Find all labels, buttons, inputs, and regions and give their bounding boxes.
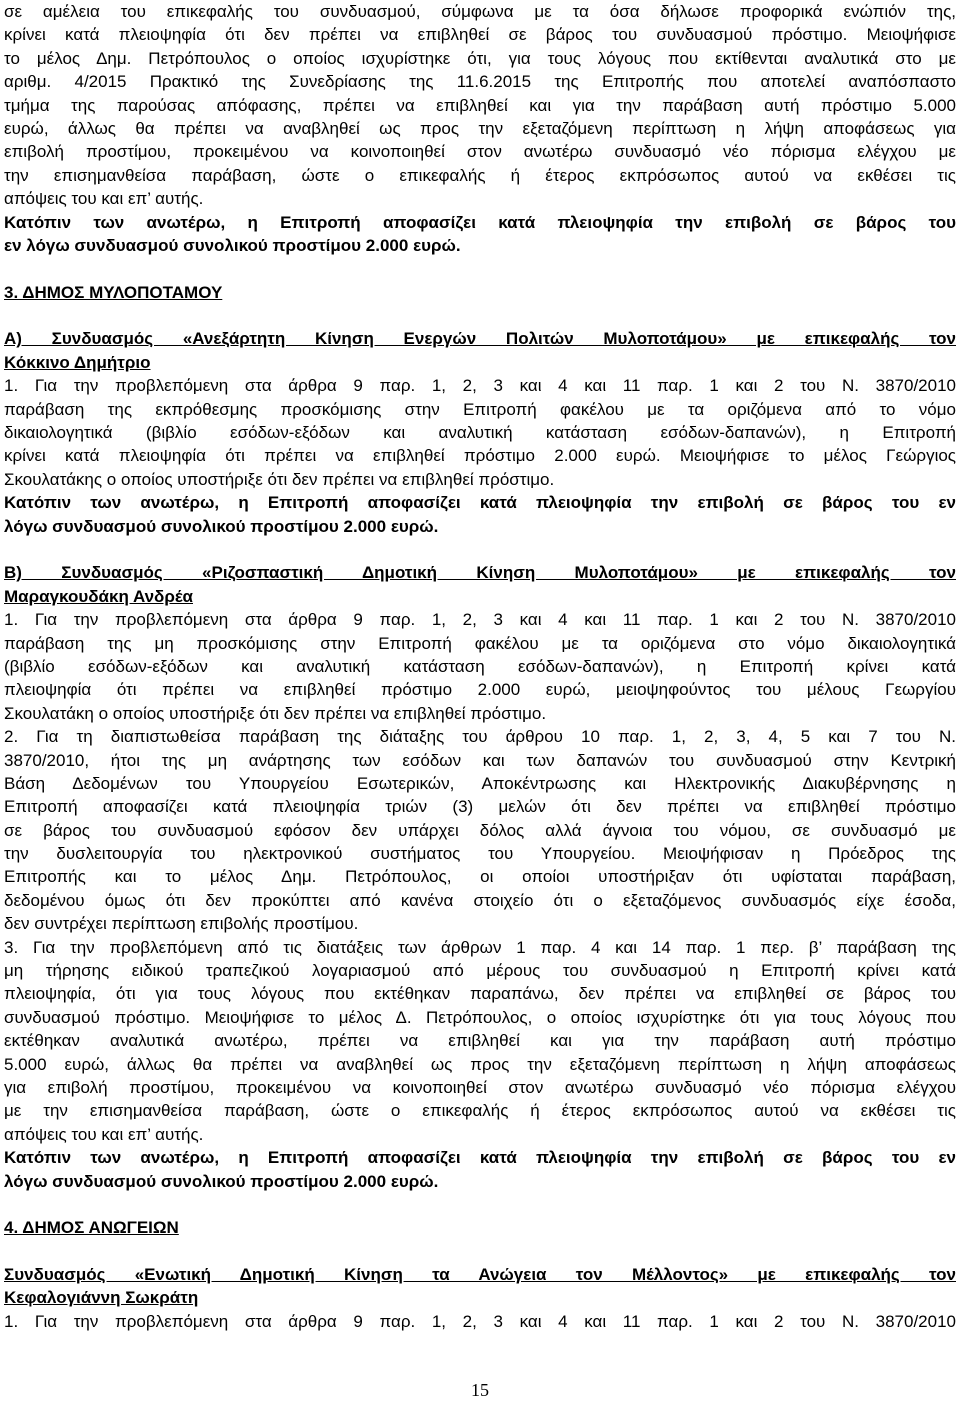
section-heading-mylopotamos: 3. ΔΗΜΟΣ ΜΥΛΟΠΟΤΑΜΟΥ (4, 282, 223, 302)
text-line: με την επισημανθείσα παράβαση, ώστε ο επικεφαλής ή έτερος εκπρόσωπος αυτού να εκθέσει τις (4, 1101, 956, 1121)
text-line: κρίνει κατά πλειοψηφία ότι πρέπει να επιβληθεί πρόστιμο 2.000 ευρώ. Μειοψήφισε το μέλος Γεώργιος (4, 446, 956, 466)
text-line: κρίνει κατά πλειοψηφία ότι δεν πρέπει να επιβληθεί σε βάρος του συνδυασμού πρόστιμο. Μειοψήφισε (4, 25, 956, 45)
text-line: (βιβλίο εσόδων-εξόδων και αναλυτική κατάσταση εσόδων-δαπανών), η Επιτροπή κρίνει κατά (4, 656, 956, 676)
text-line: ευρώ, άλλως θα πρέπει να αναβληθεί ως προς την εξεταζόμενη περίπτωση η λήψη αποφάσεως για (4, 118, 956, 138)
text-line: Σκουλατάκης ο οποίος υποστήριξε ότι δεν πρέπει να επιβληθεί πρόστιμο. (4, 469, 555, 489)
text-line: πλειοψηφία ότι πρέπει να επιβληθεί πρόστιμο 2.000 ευρώ, μειοψηφούντος του μέλους Γεωργίου (4, 680, 956, 700)
decision-line: Κατόπιν των ανωτέρω, η Επιτροπή αποφασίζει κατά πλειοψηφία την επιβολή σε βάρος του εν (4, 1148, 956, 1168)
section-heading-anogeia: 4. ΔΗΜΟΣ ΑΝΩΓΕΙΩΝ (4, 1218, 179, 1238)
section4-body (4, 1310, 956, 1333)
text-line: μη τήρησης ειδικού τραπεζικού λογαριασμού από μέρους του συνδυασμού η Επιτροπή κρίνει κατά (4, 961, 956, 981)
intro-decision (4, 211, 956, 258)
subsection-b-title (4, 561, 956, 608)
text-line: απόψεις του και επ’ αυτής. (4, 189, 204, 209)
text-line: δεδομένου όμως ότι δεν προκύπτει από κανένα στοιχείο ότι ο εξεταζόμενος συνδυασμός είχε έσοδα, (4, 890, 956, 910)
decision-line: εν λόγω συνδυασμού συνολικού προστίμου 2.000 ευρώ. (4, 235, 461, 255)
subsection-a-decision (4, 491, 956, 538)
text-line: πλειοψηφία, ότι για τους λόγους που εκτέθηκαν παραπάνω, δεν πρέπει να επιβληθεί σε βάρος του (4, 984, 956, 1004)
decision-line: λόγω συνδυασμού συνολικού προστίμου 2.000 ευρώ. (4, 516, 439, 536)
decision-line: λόγω συνδυασμού συνολικού προστίμου 2.000 ευρώ. (4, 1171, 439, 1191)
text-line: δικαιολογητικά (βιβλίο εσόδων-εξόδων και αναλυτική κατάσταση εσόδων-δαπανών), η Επιτροπή (4, 423, 956, 443)
subsection-title-line: Κόκκινο Δημήτριο (4, 352, 151, 372)
text-line: Σκουλατάκη ο οποίος υποστήριξε ότι δεν πρέπει να επιβληθεί πρόστιμο. (4, 703, 547, 723)
text-line: 1. Για την προβλεπόμενη στα άρθρα 9 παρ. 1, 2, 3 και 4 και 11 παρ. 1 και 2 του Ν. 3870/2010 (4, 376, 956, 396)
page-number: 15 (471, 1380, 489, 1400)
document-page (4, 0, 956, 1333)
decision-line: Κατόπιν των ανωτέρω, η Επιτροπή αποφασίζει κατά πλειοψηφία την επιβολή σε βάρος του (4, 212, 956, 232)
subsection-title-line: Β) Συνδυασμός «Ριζοσπαστική Δημοτική Κίνηση Μυλοποτάμου» με επικεφαλής τον (4, 563, 956, 583)
text-line: την δυσλειτουργία του ηλεκτρονικού συστήματος του Υπουργείου. Μειοψήφισαν η Πρόεδρος της (4, 844, 956, 864)
text-line: 3870/2010, ήτοι της μη ανάρτησης των εσόδων και των δαπανών του συνδυασμού στην Κεντρική (4, 750, 956, 770)
text-line: 3. Για την προβλεπόμενη από τις διατάξεις των άρθρων 1 παρ. 4 και 14 παρ. 1 περ. β’ παράβαση της (4, 937, 956, 957)
text-line: απόψεις του και επ’ αυτής. (4, 1124, 204, 1144)
text-line: αριθμ. 4/2015 Πρακτικό της Συνεδρίασης της 11.6.2015 της Επιτροπής που αποτελεί αναπόσπαστο (4, 72, 956, 92)
section4-title (4, 1263, 956, 1310)
subsection-b-body (4, 608, 956, 1146)
text-line: συνδυασμού πρόστιμο. Μειοψήφισε το μέλος Δ. Πετρόπουλος, ο οποίος ισχυρίστηκε ότι για τους λόγους που (4, 1007, 956, 1027)
text-line: 5.000 ευρώ, άλλως θα πρέπει να αναβληθεί ως προς την εξεταζόμενη περίπτωση η λήψη αποφάσεως (4, 1054, 956, 1074)
text-line: παράβαση της μη προσκόμισης στην Επιτροπή φακέλου με τα οριζόμενα στο νόμο δικαιολογητικά (4, 633, 956, 653)
subsection-title-line: Κεφαλογιάννη Σωκράτη (4, 1288, 199, 1308)
text-line: τμήμα της παρούσας απόφασης, πρέπει να επιβληθεί και για την παράβαση αυτή πρόστιμο 5.000 (4, 95, 956, 115)
text-line: επιβολή προστίμου, προκειμένου να κοινοποιηθεί στον ανωτέρω συνδυασμό νέο πόρισμα ελέγχου με (4, 142, 956, 162)
subsection-a-body (4, 374, 956, 491)
text-line: για επιβολή προστίμου, προκειμένου να κοινοποιηθεί στον ανωτέρω συνδυασμό νέο πόρισμα ελέγχου (4, 1077, 956, 1097)
text-line: παράβαση της εκπρόθεσμης προσκόμισης στην Επιτροπή φακέλου με τα οριζόμενα από το νόμο (4, 399, 956, 419)
text-line: 2. Για τη διαπιστωθείσα παράβαση της διάταξης του άρθρου 10 παρ. 1, 2, 3, 4, 5 και 7 του Ν. (4, 727, 956, 747)
text-line: Επιτροπή αποφασίζει κατά πλειοψηφία τριών (3) μελών ότι δεν πρέπει να επιβληθεί πρόστιμο (4, 797, 956, 817)
subsection-title-line: Συνδυασμός «Ενωτική Δημοτική Κίνηση τα Ανώγεια τον Μέλλοντος» με επικεφαλής τον (4, 1265, 956, 1285)
text-line: την επισημανθείσα παράβαση, ώστε ο επικεφαλής ή έτερος εκπρόσωπος αυτού να εκθέσει τις (4, 165, 956, 185)
text-line: σε βάρος του συνδυασμού εφόσον δεν υπάρχει δόλος αλλά άγνοια του νόμου, σε συνδυασμό με (4, 820, 956, 840)
text-line: 1. Για την προβλεπόμενη στα άρθρα 9 παρ. 1, 2, 3 και 4 και 11 παρ. 1 και 2 του Ν. 3870/2010 (4, 1311, 956, 1331)
subsection-b-decision (4, 1146, 956, 1193)
text-line: σε αμέλεια του επικεφαλής του συνδυασμού, σύμφωνα με τα όσα δήλωσε προφορικά ενώπιόν της, (4, 2, 956, 21)
intro-paragraph (4, 0, 956, 211)
subsection-title-line: Μαραγκουδάκη Ανδρέα (4, 586, 193, 606)
text-line: το μέλος Δημ. Πετρόπουλος ο οποίος ισχυρίστηκε ότι, για τους λόγους που εκτίθενται αναλυτικά στο με (4, 48, 956, 68)
text-line: 1. Για την προβλεπόμενη στα άρθρα 9 παρ. 1, 2, 3 και 4 και 11 παρ. 1 και 2 του Ν. 3870/2010 (4, 610, 956, 630)
text-line: εκτέθηκαν αναλυτικά ανωτέρω, πρέπει να επιβληθεί και για την παράβαση αυτή πρόστιμο (4, 1031, 956, 1051)
subsection-title-line: Α) Συνδυασμός «Ανεξάρτητη Κίνηση Ενεργών Πολιτών Μυλοποτάμου» με επικεφαλής τον (4, 329, 956, 349)
decision-line: Κατόπιν των ανωτέρω, η Επιτροπή αποφασίζει κατά πλειοψηφία την επιβολή σε βάρος του εν (4, 493, 956, 513)
subsection-a-title (4, 327, 956, 374)
text-line: δεν συντρέχει περίπτωση επιβολής προστίμου. (4, 914, 359, 934)
text-line: Επιτροπής και το μέλος Δημ. Πετρόπουλος, οι οποίοι υποστήριξαν ότι υφίσταται παράβαση, (4, 867, 956, 887)
text-line: Βάση Δεδομένων του Υπουργείου Εσωτερικών, Αποκέντρωσης και Ηλεκτρονικής Διακυβέρνησης η (4, 773, 956, 793)
